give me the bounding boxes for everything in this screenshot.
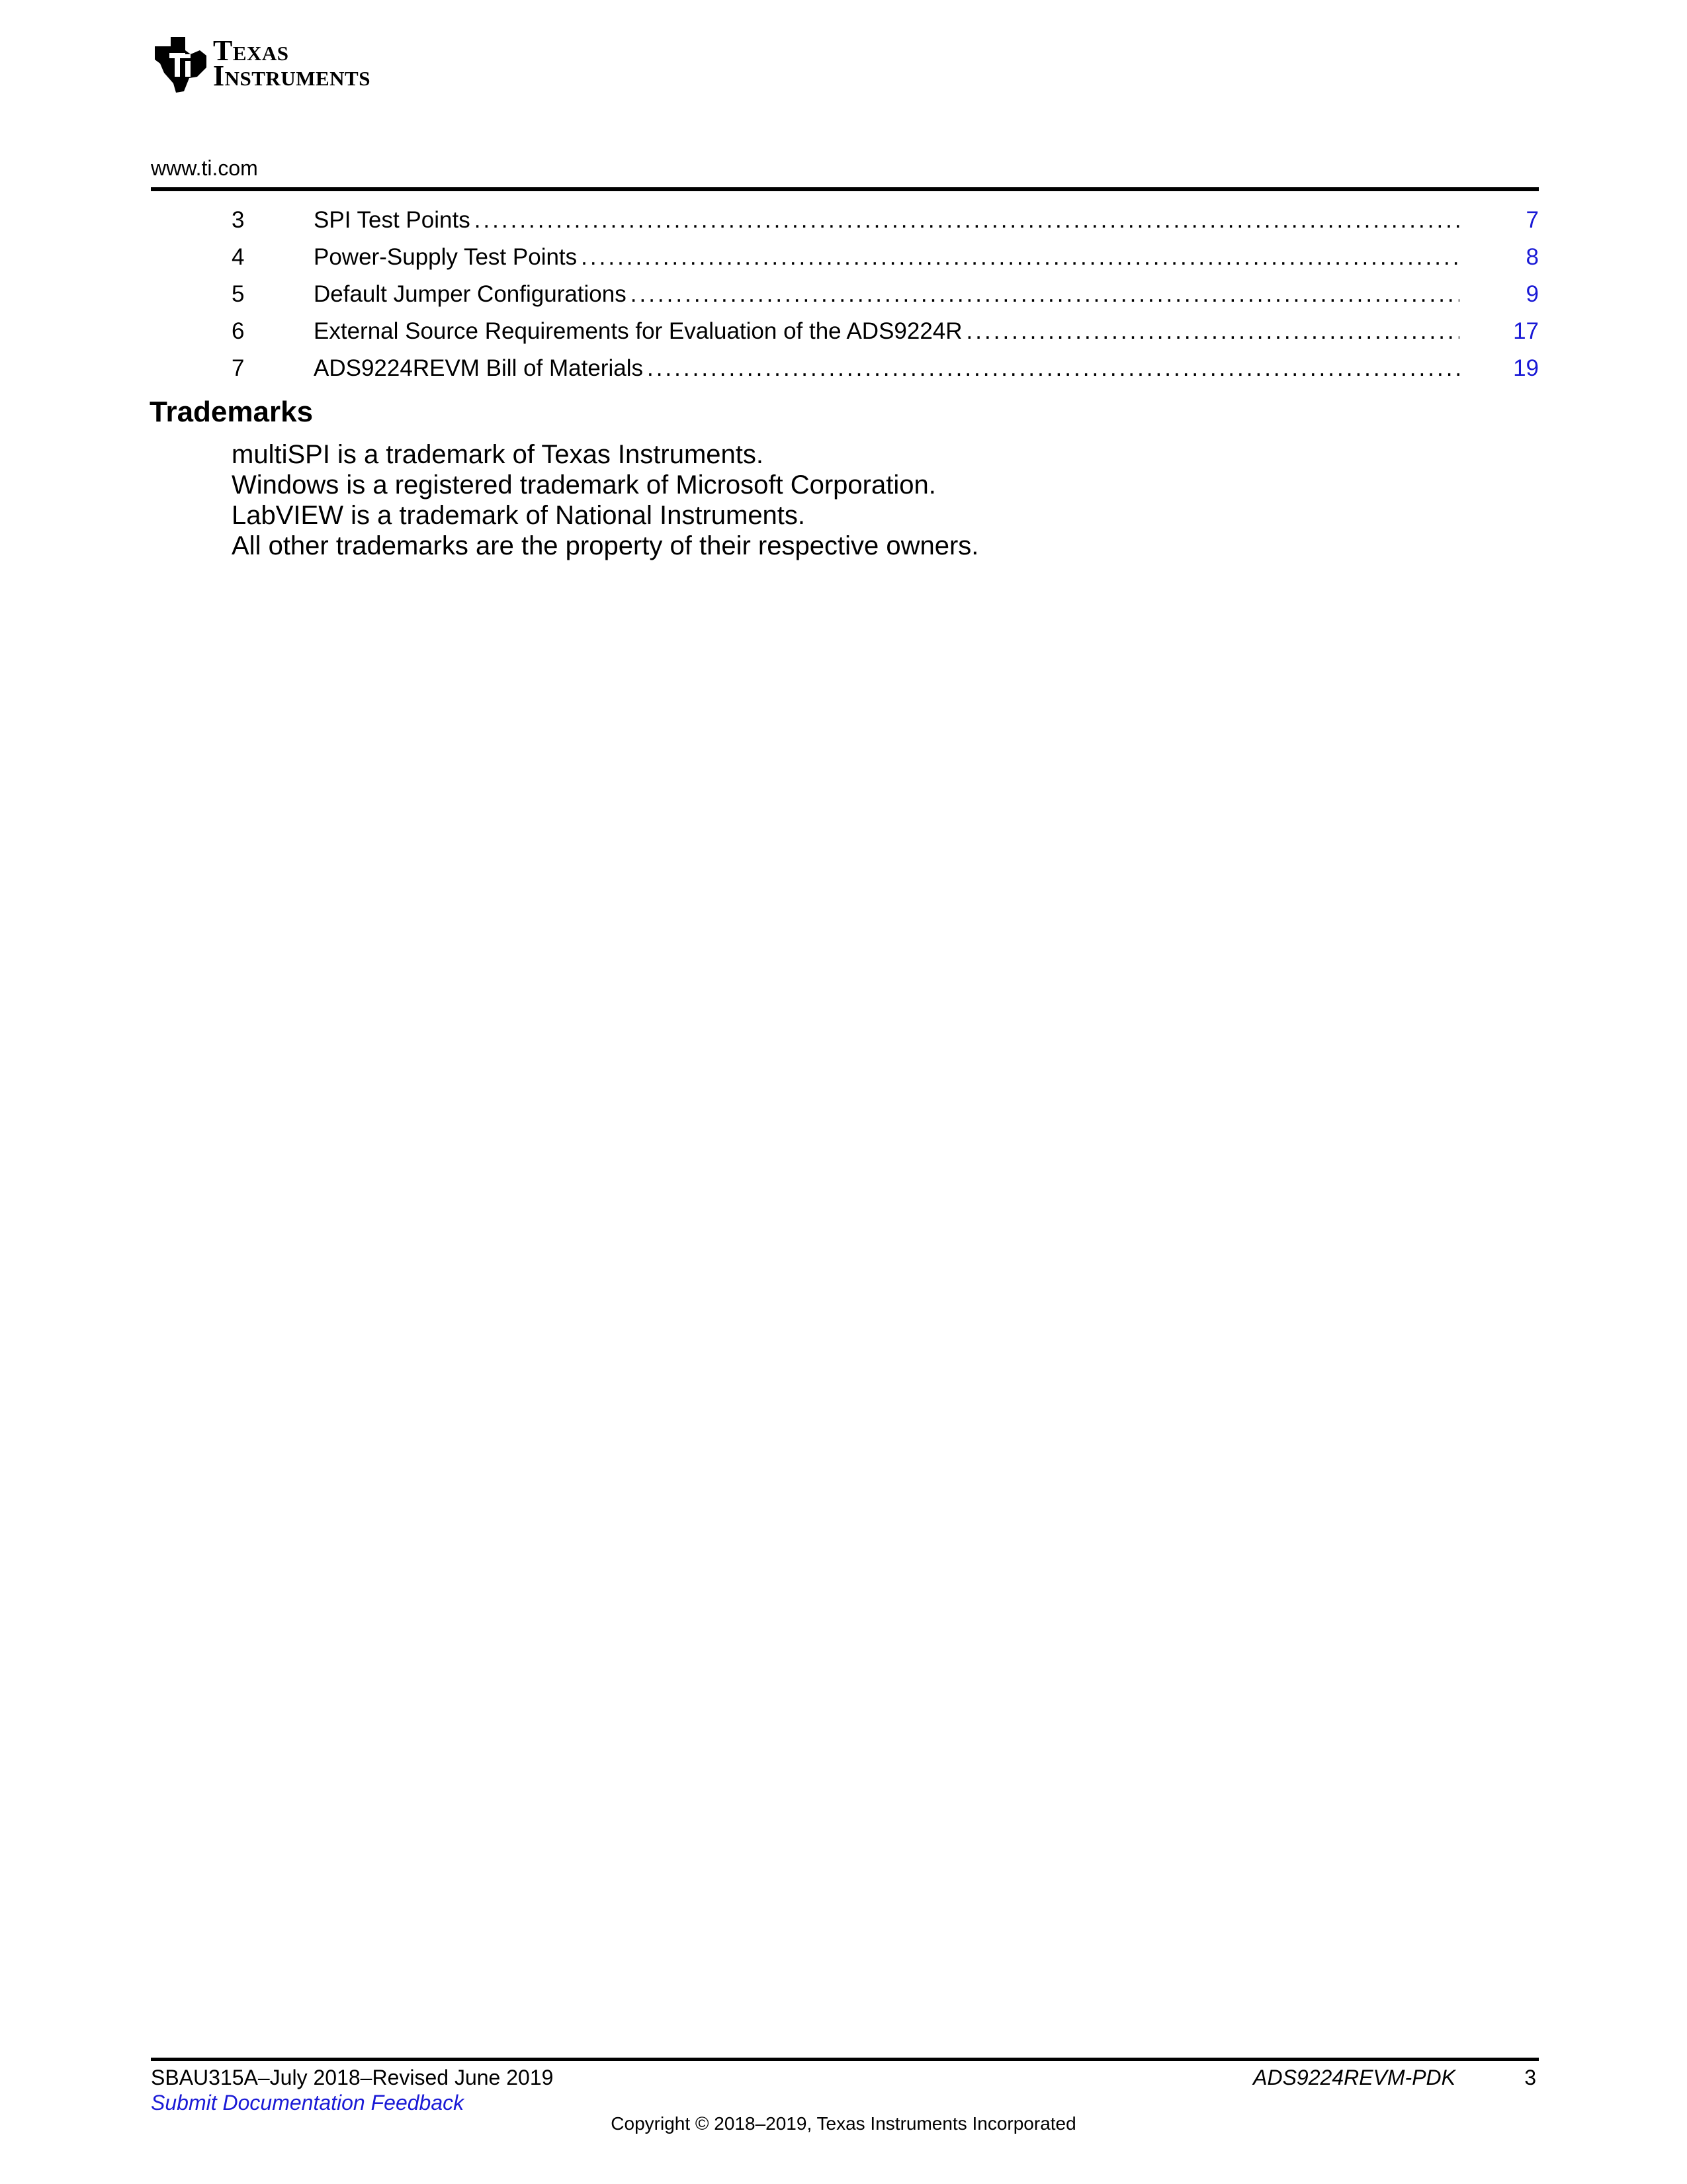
toc-number: 4 xyxy=(232,244,245,270)
toc-row[interactable] xyxy=(151,352,1539,389)
toc-page-link[interactable]: 8 xyxy=(1526,244,1539,270)
toc-label: SPI Test Points xyxy=(314,207,474,233)
ti-state-icon xyxy=(151,34,209,95)
trademark-line: LabVIEW is a trademark of National Instruments. xyxy=(232,501,806,530)
trademarks-heading: Trademarks xyxy=(150,396,314,428)
trademark-line: multiSPI is a trademark of Texas Instruments. xyxy=(232,440,764,469)
header-divider xyxy=(151,187,1539,191)
list-of-tables xyxy=(151,204,1539,389)
ti-wordmark xyxy=(213,34,370,92)
submit-feedback-link[interactable]: Submit Documentation Feedback xyxy=(151,2091,464,2115)
toc-page-link[interactable]: 17 xyxy=(1513,318,1539,344)
ti-logo xyxy=(151,34,429,101)
trademark-line: All other trademarks are the property of their respective owners. xyxy=(232,531,979,560)
toc-label: External Source Requirements for Evaluation of the ADS9224R xyxy=(314,318,967,344)
site-url[interactable]: www.ti.com xyxy=(151,156,258,180)
toc-page-link[interactable]: 19 xyxy=(1513,355,1539,381)
toc-page-link[interactable]: 7 xyxy=(1526,207,1539,233)
toc-number: 6 xyxy=(232,318,245,344)
trademark-line: Windows is a registered trademark of Microsoft Corporation. xyxy=(232,470,936,500)
copyright-notice: Copyright © 2018–2019, Texas Instruments Incorporated xyxy=(611,2113,1076,2134)
toc-number: 5 xyxy=(232,281,245,307)
toc-label: Power-Supply Test Points xyxy=(314,244,581,270)
toc-number: 7 xyxy=(232,355,245,381)
document-title: ADS9224REVM-PDK xyxy=(1253,2066,1455,2089)
toc-row[interactable] xyxy=(151,278,1539,315)
toc-row[interactable] xyxy=(151,204,1539,241)
page-number: 3 xyxy=(1524,2066,1536,2089)
toc-row[interactable] xyxy=(151,315,1539,352)
trademarks-list xyxy=(232,439,978,561)
toc-page-link[interactable]: 9 xyxy=(1526,281,1539,307)
toc-row[interactable] xyxy=(151,241,1539,278)
footer-divider xyxy=(151,2058,1539,2061)
logo-line-1: Texas xyxy=(213,34,289,67)
toc-label: Default Jumper Configurations xyxy=(314,281,630,307)
logo-line-2: Instruments xyxy=(213,60,370,92)
toc-number: 3 xyxy=(232,207,245,233)
toc-label: ADS9224REVM Bill of Materials xyxy=(314,355,647,381)
document-id: SBAU315A–July 2018–Revised June 2019 xyxy=(151,2066,554,2089)
